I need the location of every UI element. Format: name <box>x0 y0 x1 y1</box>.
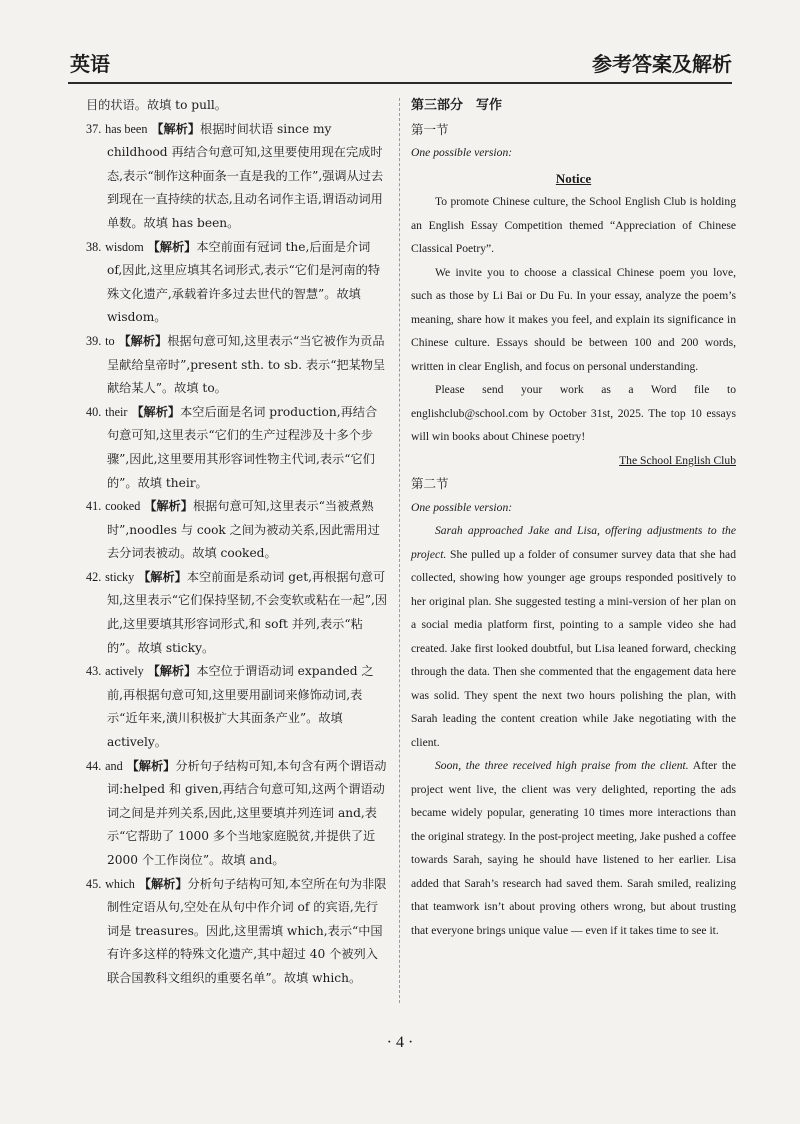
story-p1-rest: She pulled up a folder of consumer survey data that she had collected, showing how younger age groups responded positively to her original plan. She suggested testing a mini-version of her plan on a social media platform first, pointing to a sample video she had created. Jake first looked doubtful, but Lisa leaned forward, checking through the data. Then she commented that the engagement data here was solid. They spent the next two hours polishing the plan, with Sarah leading the content creation while Jake negotiating with the client. <box>411 547 736 749</box>
subject-label: 英语 <box>70 52 110 76</box>
answer-item <box>86 660 388 754</box>
item-answer: their <box>105 404 128 419</box>
answer-list <box>86 118 388 991</box>
item-explanation: 分析句子结构可知,本句含有两个谓语动词:helped 和 given,再结合句意可知,这两个谓语动词之间是并列关系,因此,这里要填并列连词 and,表示“它帮助了 1000 多个当地家庭脱贫,并提供了近 2000 个工作岗位”。故填 and。 <box>107 758 387 867</box>
item-explanation: 分析句子结构可知,本空所在句为非限制性定语从句,空处在从句中作介词 of 的宾语,先行词是 treasures。因此,这里需填 which,表示“中国有许多这样的特殊文化遗产,其中超过 40 个被列入联合国教科文组织的重要名单”。故填 which。 <box>107 876 387 985</box>
item-number: 45. <box>86 876 102 891</box>
analysis-tag: 【解析】 <box>151 121 201 136</box>
section-label: 参考答案及解析 <box>592 52 732 76</box>
analysis-tag: 【解析】 <box>126 758 176 773</box>
item-explanation: 根据时间状语 since my childhood 再结合句意可知,这里要使用现在完成时态,表示“制作这种面条一直是我的工作”,强调从过去到现在一直持续的状态,且动名词作主语,谓语动词用单数。故填 has been。 <box>107 121 384 230</box>
answer-item <box>86 236 388 330</box>
page-number: · 4 · <box>386 1034 414 1051</box>
answer-item <box>86 873 388 991</box>
story-p1-lead: Sarah approached Jake and Lisa, offering adjustments to the project. <box>411 524 736 561</box>
answer-item <box>86 330 388 401</box>
notice-para-2: We invite you to choose a classical Chinese poem you love, such as those by Li Bai or Du Fu. In your essay, analyze the poem’s meaning, share how it makes you feel, and explain its significance in Chinese culture. Essays should be between 100 and 200 words, written in clear English, and focus on personal understanding. <box>411 265 736 373</box>
item-explanation: 根据句意可知,这里表示“当它被作为贡品呈献给皇帝时”,present sth. to sb. 表示“把某物呈献给某人”。故填 to。 <box>107 333 386 396</box>
analysis-tag: 【解析】 <box>147 664 197 679</box>
section-2-title: 第二节 <box>411 476 449 491</box>
item-number: 37. <box>86 121 102 136</box>
item-number: 40. <box>86 404 102 419</box>
item-answer: wisdom <box>105 239 144 254</box>
analysis-tag: 【解析】 <box>118 333 168 348</box>
item-number: 38. <box>86 239 102 254</box>
left-column <box>86 94 388 991</box>
item-answer: which <box>105 876 135 891</box>
item-answer: cooked <box>105 499 141 514</box>
possible-version-2: One possible version: <box>411 500 513 514</box>
right-column <box>411 94 736 942</box>
story-p2-rest: After the project went live, the client was very delighted, reporting the ads became widely popular, generating 10 times more interactions than the original strategy. In the post-project meeting, Jake pushed a coffee towards Sarah, saying he should have listened to her earlier. Lisa added that Sarah’s research had saved them. Sarah smiled, realizing that teamwork isn’t about proving others wrong, but about trusting that everyone brings unique value — even if it takes time to see it. <box>411 759 736 937</box>
section-1-title: 第一节 <box>411 121 449 137</box>
answer-item <box>86 118 388 236</box>
page-header <box>68 44 732 84</box>
answer-item <box>86 495 388 566</box>
item-explanation: 本空位于谓语动词 expanded 之前,再根据句意可知,这里要用副词来修饰动词,表示“近年来,潢川积极扩大其面条产业”。故填 actively。 <box>107 664 374 750</box>
item-explanation: 本空后面是名词 production,再结合句意可知,这里表示“它们的生产过程涉及十多个步骤”,因此,这里要用其形容词性物主代词,表示“它们的”。故填 their。 <box>107 404 378 490</box>
item-explanation: 本空前面有冠词 the,后面是介词 of,因此,这里应填其名词形式,表示“它们是河南的特殊文化遗产,承载着许多过去世代的智慧”。故填 wisdom。 <box>107 239 381 325</box>
item-number: 41. <box>86 499 102 514</box>
item-explanation: 本空前面是系动词 get,再根据句意可知,这里表示“它们保持坚韧,不会变软或粘在一起”,因此,这里要填其形容词形式,和 soft 并列,表示“粘的”。故填 sticky。 <box>107 569 388 655</box>
column-divider <box>399 98 400 1003</box>
answer-item <box>86 755 388 873</box>
story-p2-lead: Soon, the three received high praise from the client. <box>435 759 689 772</box>
analysis-tag: 【解析】 <box>147 239 197 254</box>
notice-signature: The School English Club <box>619 453 736 467</box>
answer-item <box>86 401 388 495</box>
notice-para-1: To promote Chinese culture, the School English Club is holding an English Essay Competition themed “Appreciation of Chinese Classical Poetry”. <box>411 195 736 255</box>
notice-title: Notice <box>555 170 592 186</box>
answer-item <box>86 566 388 660</box>
item-number: 42. <box>86 569 102 584</box>
part-title: 第三部分 写作 <box>411 98 503 113</box>
lead-text: 目的状语。故填 to pull。 <box>86 98 227 112</box>
story-paragraph-2 <box>411 754 736 942</box>
item-number: 43. <box>86 664 102 679</box>
notice-para-3: Please send your work as a Word file to englishclub@school.com by October 31st, 2025. The top 10 essays will win books about Chinese poetry! <box>411 383 736 443</box>
analysis-tag: 【解析】 <box>144 499 193 514</box>
item-answer: to <box>105 333 115 348</box>
item-explanation: 根据句意可知,这里表示“当被煮熟时”,noodles 与 cook 之间为被动关系,因此需用过去分词表被动。故填 cooked。 <box>107 499 380 561</box>
item-number: 44. <box>86 758 102 773</box>
analysis-tag: 【解析】 <box>138 569 187 584</box>
possible-version-1: One possible version: <box>411 146 513 159</box>
item-answer: sticky <box>105 569 135 584</box>
item-number: 39. <box>86 333 102 348</box>
story-paragraph-1 <box>411 519 736 754</box>
item-answer: has been <box>105 121 148 136</box>
item-answer: actively <box>105 664 144 679</box>
analysis-tag: 【解析】 <box>138 876 188 891</box>
analysis-tag: 【解析】 <box>131 404 181 419</box>
item-answer: and <box>105 758 123 773</box>
